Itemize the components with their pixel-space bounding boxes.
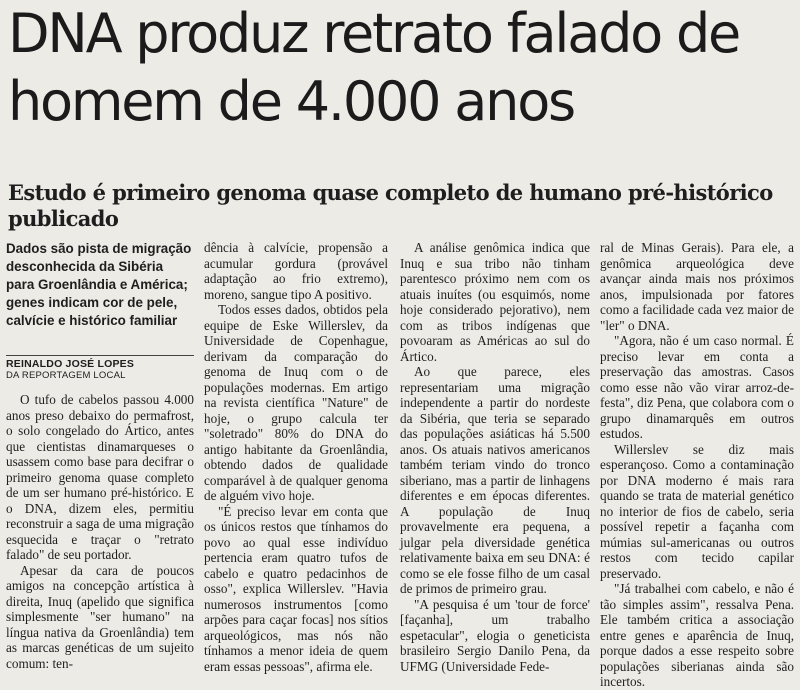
paragraph: Apesar da cara de poucos amigos na concepção artística à direita, Inuq (apelido que significa simplesmente "ser humano" na língua nativa da Groenlândia) tem as marcas genéticas de um sujeito comum: ten-	[6, 562, 194, 671]
paragraph: Ao que parece, eles representariam uma migração independente a partir do nordeste da Sibéria, que teria se separado das populações asiáticas há 5.500 anos. Os atuais nativos americanos também teriam vindo do tronco siberiano, mas a partir de linhagens diferentes e em épocas diferentes. A população de Inuq provavelmente era pequena, a julgar pela diversidade genética relativamente baixa em seu DNA: é como se ele fosse filho de um casal de primos de primeiro grau.	[400, 364, 590, 596]
paragraph: dência à calvície, propensão a acumular gordura (provável adaptação ao frio extremo), moreno, sangue tipo A positivo.	[204, 240, 388, 302]
paragraph: O tufo de cabelos passou 4.000 anos preso debaixo do permafrost, o solo congelado do Ártico, antes que cientistas dinamarqueses o usassem como base para decifrar o primeiro genoma quase completo de um ser humano pré-histórico. E o DNA, dizem eles, permitiu reconstruir a saga de uma migração esquecida e traçar o "retrato falado" de seu portador.	[6, 392, 194, 562]
paragraph: "Agora, não é um caso normal. É preciso levar em conta a preservação das amostras. Casos como esse não vão virar arroz-de-festa", diz Pena, que colabora com o grupo dinamarquês em outros estudos.	[600, 333, 794, 441]
byline-subtitle: DA REPORTAGEM LOCAL	[6, 370, 126, 381]
paragraph: "É preciso levar em conta que os únicos restos que tínhamos do povo ao qual esse indivíduo pertencia eram quatro tufos de cabelo e quatro pedacinhos de osso", explica Willerslev. "Havia numerosos instrumentos [como arpões para caçar focas] nos sítios arqueológicos, mas nós não tínhamos a menor ideia de quem eram essas pessoas", afirma ele.	[204, 503, 388, 674]
byline: REINALDO JOSÉ LOPES	[6, 355, 194, 370]
paragraph: Todos esses dados, obtidos pela equipe de Eske Willerslev, da Universidade de Copenhague, derivam da comparação do genoma de Inuq com o de populações modernas. Em artigo na revista científica "Nature" de hoje, o grupo calcula ter "soletrado" 80% do DNA do antigo habitante da Groenlândia, obtendo dados de qualidade comparável à de qualquer genoma de alguém vivo hoje.	[204, 302, 388, 503]
paragraph: "A pesquisa é um 'tour de force' [façanha], um trabalho espetacular", elogia o geneticista brasileiro Sergio Danilo Pena, da UFMG (Universidade Fede-	[400, 596, 590, 674]
paragraph: ral de Minas Gerais). Para ele, a genômica arqueológica deve avançar ainda mais nos próximos anos, impulsionada por fatores como a facilidade cada vez maior de "ler" o DNA.	[600, 240, 794, 333]
article-column-4	[600, 240, 794, 690]
headline: DNA produz retrato falado de homem de 4.000 anos	[8, 2, 740, 133]
article-column-1	[6, 392, 194, 671]
paragraph: "Já trabalhei com cabelo, e não é tão simples assim", ressalva Pena. Ele também critica a associação entre genes e aparência de Inuq, porque dados a esse respeito sobre populações siberianas ainda são incertos.	[600, 581, 794, 689]
byline-block	[6, 355, 194, 382]
article-column-3	[400, 240, 590, 674]
article-column-2	[204, 240, 388, 674]
deck: Estudo é primeiro genoma quase completo de humano pré-histórico publicado	[8, 180, 773, 231]
paragraph: A análise genômica indica que Inuq e sua tribo não tinham parentesco próximo nem com os atuais inuítes (ou esquimós, nome hoje considerado pejorativo), nem com as tribos indígenas que povoaram as Américas ao sul do Ártico.	[400, 240, 590, 364]
summary-blurb: Dados são pista de migração desconhecida da Sibéria para Groenlândia e América; genes indicam cor de pele, calvície e histórico familiar	[6, 241, 192, 328]
paragraph: Willerslev se diz mais esperançoso. Como a contaminação por DNA moderno é mais rara quando se trata de material genético no interior de fios de cabelo, seria possível repetir a façanha com múmias sul-americanas ou outros restos com tecido capilar preservado.	[600, 441, 794, 581]
